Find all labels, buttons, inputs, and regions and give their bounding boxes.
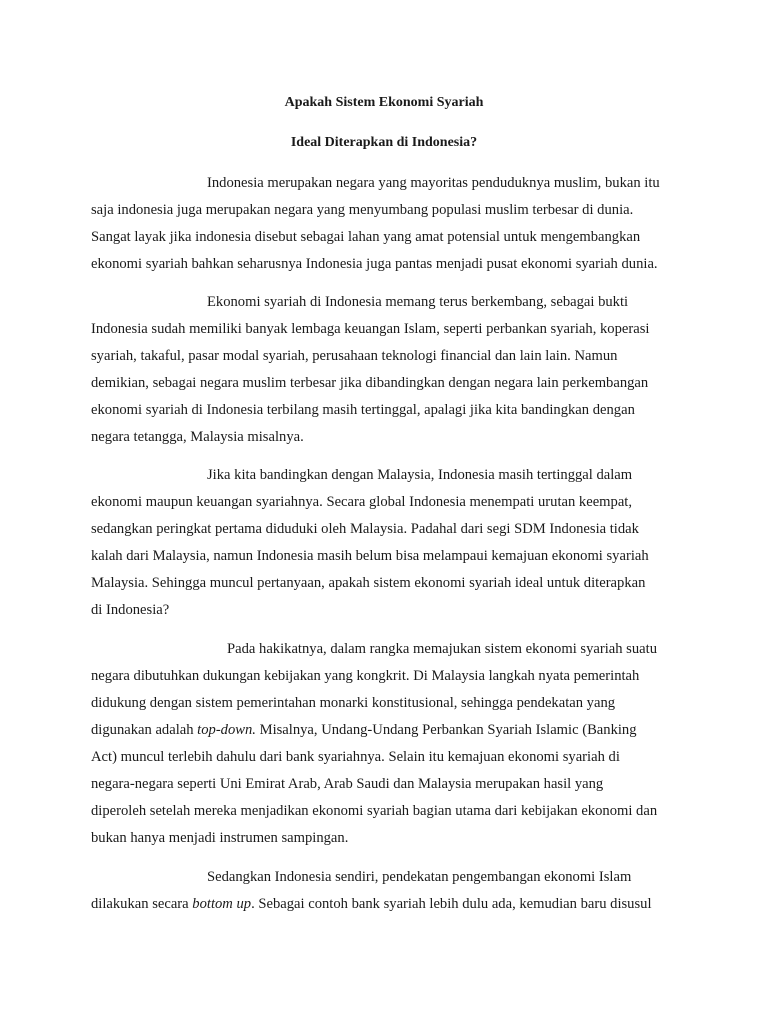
paragraph-4-line-5: Act) muncul terlebih dahulu dari bank syariahnya. Selain itu kemajuan ekonomi syariah di	[91, 749, 620, 765]
paragraph-5-line-2	[91, 895, 652, 913]
paragraph-4-line-4-before: digunakan adalah	[91, 722, 198, 738]
paragraph-2-line-3: syariah, takaful, pasar modal syariah, perusahaan teknologi financial dan lain lain. Namun	[91, 348, 618, 364]
paragraph-4-line-4	[91, 721, 637, 739]
paragraph-4-line-4-after: Misalnya, Undang-Undang Perbankan Syariah Islamic (Banking	[255, 722, 637, 738]
document-title-line-2: Ideal Diterapkan di Indonesia?	[290, 135, 478, 150]
paragraph-5-line-2-after: . Sebagai contoh bank syariah lebih dulu ada, kemudian baru disusul	[251, 896, 652, 912]
paragraph-2-line-5: ekonomi syariah di Indonesia terbilang masih tertinggal, apalagi jika kita bandingkan dengan	[91, 402, 635, 418]
paragraph-3-line-4: kalah dari Malaysia, namun Indonesia masih belum bisa melampaui kemajuan ekonomi syariah	[91, 548, 649, 564]
document-title-line-1: Apakah Sistem Ekonomi Syariah	[284, 95, 484, 110]
paragraph-3-line-6: di Indonesia?	[91, 602, 170, 618]
paragraph-1-line-3: Sangat layak jika indonesia disebut sebagai lahan yang amat potensial untuk mengembangkan	[91, 229, 641, 245]
paragraph-4-line-3: didukung dengan sistem pemerintahan monarki konstitusional, sehingga pendekatan yang	[91, 695, 616, 711]
paragraph-2-line-4: demikian, sebagai negara muslim terbesar jika dibandingkan dengan negara lain perkembangan	[91, 375, 649, 391]
paragraph-1-line-4: ekonomi syariah bahkan seharusnya Indonesia juga pantas menjadi pusat ekonomi syariah dunia.	[91, 256, 658, 272]
paragraph-2-line-1: Ekonomi syariah di Indonesia memang terus berkembang, sebagai bukti	[207, 294, 629, 310]
paragraph-2-line-2: Indonesia sudah memiliki banyak lembaga keuangan Islam, seperti perbankan syariah, koperasi	[91, 321, 650, 337]
paragraph-5-line-2-before: dilakukan secara	[91, 896, 193, 912]
paragraph-4-italic-term: top-down.	[197, 722, 256, 738]
paragraph-4-line-8: bukan hanya menjadi instrumen sampingan.	[91, 830, 349, 846]
paragraph-4-line-2: negara dibutuhkan dukungan kebijakan yang kongkrit. Di Malaysia langkah nyata pemerintah	[91, 668, 640, 684]
paragraph-3-line-5: Malaysia. Sehingga muncul pertanyaan, apakah sistem ekonomi syariah ideal untuk diterapkan	[91, 575, 646, 591]
paragraph-3-line-2: ekonomi maupun keuangan syariahnya. Secara global Indonesia menempati urutan keempat,	[91, 494, 633, 510]
paragraph-4-line-6: negara-negara seperti Uni Emirat Arab, Arab Saudi dan Malaysia merupakan hasil yang	[91, 776, 604, 792]
paragraph-4-line-1: Pada hakikatnya, dalam rangka memajukan sistem ekonomi syariah suatu	[227, 641, 657, 657]
paragraph-5-line-1: Sedangkan Indonesia sendiri, pendekatan pengembangan ekonomi Islam	[207, 869, 632, 885]
paragraph-5-italic-term: bottom up	[192, 896, 252, 912]
paragraph-1-line-2: saja indonesia juga merupakan negara yang menyumbang populasi muslim terbesar di dunia.	[91, 202, 634, 218]
paragraph-3-line-1: Jika kita bandingkan dengan Malaysia, Indonesia masih tertinggal dalam	[207, 467, 633, 483]
paragraph-3-line-3: sedangkan peringkat pertama diduduki oleh Malaysia. Padahal dari segi SDM Indonesia tidak	[91, 521, 639, 537]
paragraph-1-line-1: Indonesia merupakan negara yang mayoritas penduduknya muslim, bukan itu	[207, 175, 660, 191]
paragraph-2-line-6: negara tetangga, Malaysia misalnya.	[91, 429, 304, 445]
paragraph-4-line-7: diperoleh setelah mereka menjadikan ekonomi syariah bagian utama dari kebijakan ekonomi dan	[91, 803, 658, 819]
